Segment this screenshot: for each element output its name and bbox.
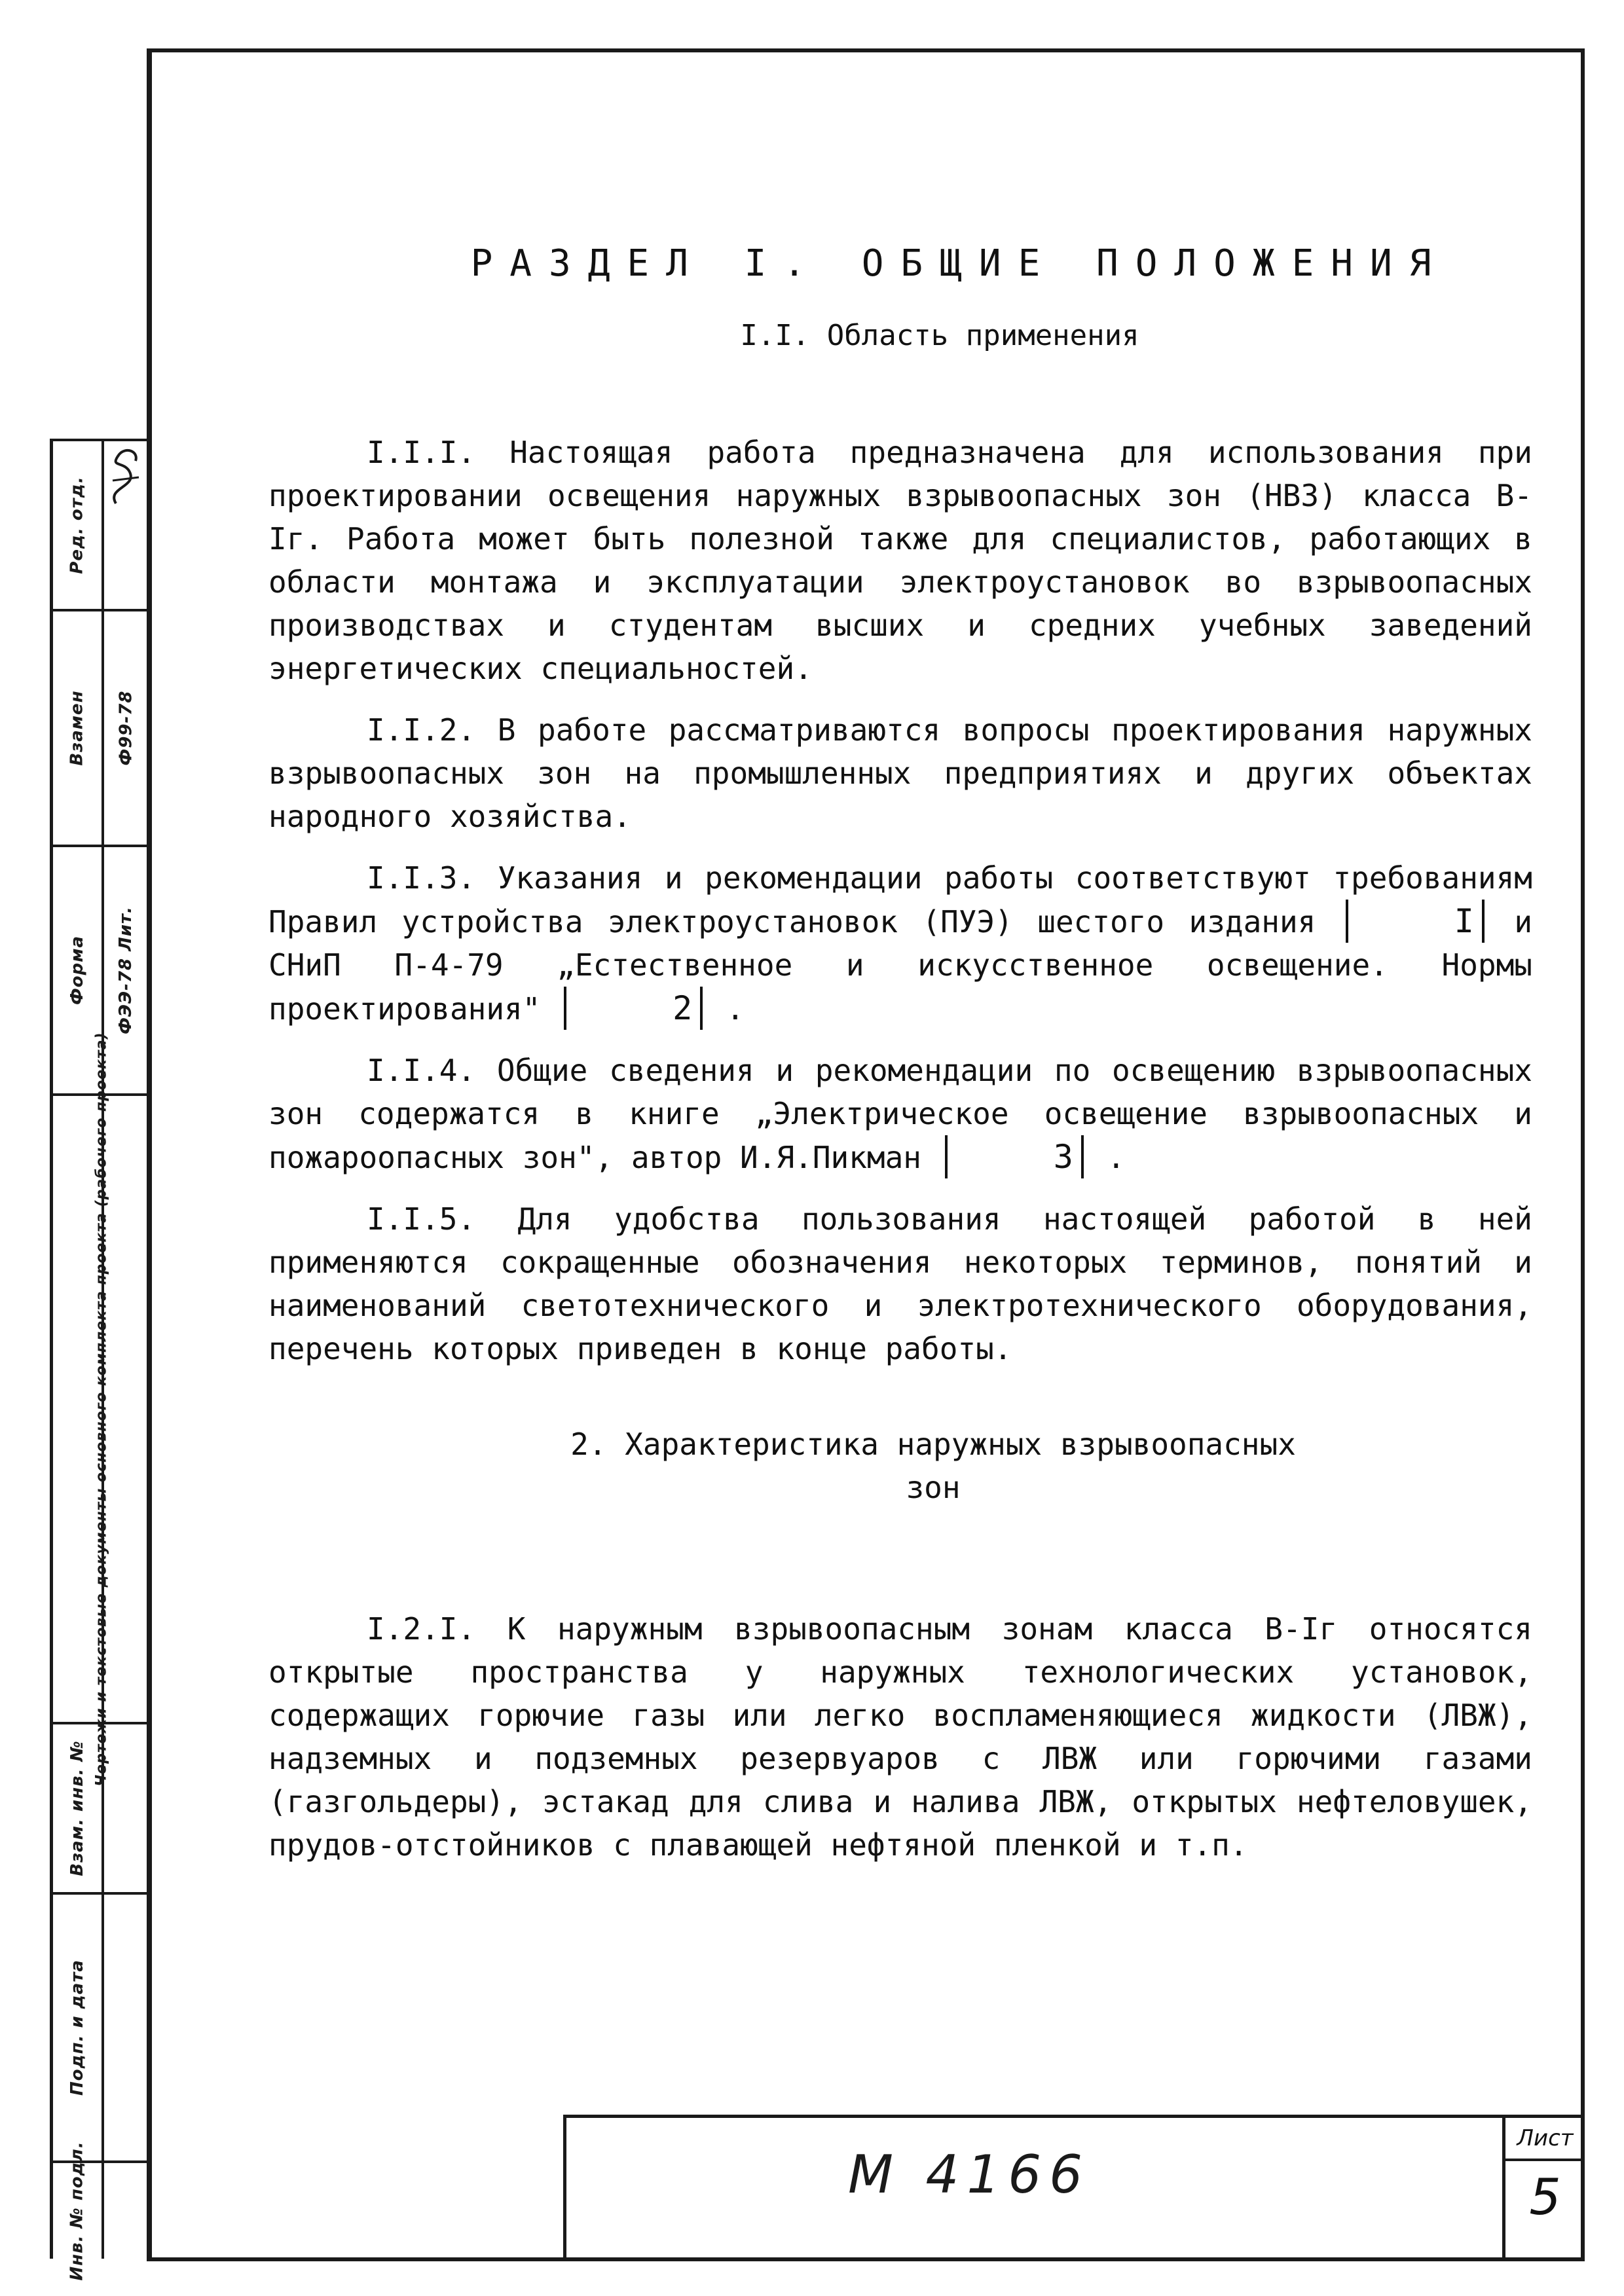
sheet-label: Лист: [1505, 2118, 1585, 2161]
reference-bracket: 2: [564, 987, 703, 1030]
margin-label: Взам. инв. №: [67, 1740, 87, 1876]
document-number: М 4166: [848, 2144, 1091, 2205]
margin-label: Инв. № подл.: [67, 2141, 87, 2281]
paragraph-text: I.I.4. Общие сведения и рекомендации по освещению взрывоопасных зон содержатся в книге „Электрическое освещение взрывоопасных и пожароопасных зон", автор И.Я.Пикман: [268, 1053, 1532, 1175]
margin-cell-form: [53, 845, 150, 1093]
margin-cell-signature-date: [53, 1892, 150, 2160]
heading-line: зон: [906, 1470, 961, 1505]
paragraph-1-1-3: [268, 856, 1532, 1030]
margin-label: Форма: [67, 935, 87, 1006]
signature-icon: [103, 441, 149, 513]
margin-stamp: [50, 439, 147, 2281]
title-block: [563, 2115, 1585, 2261]
margin-cell-documents: [53, 1031, 150, 1787]
heading-line: 2. Характеристика наружных взрывоопасных: [570, 1427, 1296, 1462]
margin-label: Чертежи и текстовые документы основного комплекта проекта (рабочего проекта): [93, 1031, 110, 1787]
margin-label: Ред. отд.: [67, 476, 87, 574]
reference-bracket: 3: [945, 1135, 1084, 1178]
margin-label: Подп. и дата: [67, 1959, 88, 2096]
margin-cell-editor: [53, 439, 150, 609]
margin-value: Ф99-78: [116, 690, 136, 766]
paragraph-text: .: [1107, 1140, 1126, 1175]
reference-bracket: I: [1346, 900, 1485, 943]
paragraph-1-1-4: [268, 1049, 1532, 1179]
sheet-box: [1502, 2118, 1585, 2261]
sheet-number: 5: [1529, 2168, 1561, 2226]
margin-value: ФЭЭ-78 Лит.: [116, 906, 136, 1034]
margin-cell-inv-number: [53, 2141, 150, 2281]
margin-label: Взамен: [67, 690, 88, 766]
paragraph-text: I.I.3. Указания и рекомендации работы соответствуют требованиям Правил устройства электроустановок (ПУЭ) шестого издания: [268, 860, 1532, 939]
section-heading-2: [334, 1423, 1532, 1509]
paragraph-1-1-2: I.I.2. В работе рассматриваются вопросы проектирования наружных взрывоопасных зон на промышленных предприятиях и других объектах народного хозяйства.: [268, 712, 1532, 834]
paragraph-1-1-5: I.I.5. Для удобства пользования настоящей работой в ней применяются сокращенные обозначения некоторых терминов, понятий и наименований светотехнического и электротехнического оборудования, перечень которых приведен в конце работы.: [268, 1201, 1532, 1366]
document-body: [268, 242, 1532, 1885]
subsection-title: I.I. Область применения: [740, 319, 1139, 352]
paragraph-1-2-1: I.2.I. К наружным взрывоопасным зонам класса В-Iг относятся открытые пространства у наружных технологических установок, содержащих горючие газы или легко воспламеняющиеся жидкости (ЛВЖ), надземных и подземных резервуаров с ЛВЖ или горючими газами (газгольдеры), эстакад для слива и налива ЛВЖ, открытых нефтеловушек, прудов-отстойников с плавающей нефтяной пленкой и т.п.: [268, 1611, 1532, 1863]
paragraph-1-1-1: I.I.I. Настоящая работа предназначена для использования при проектировании освещения наружных взрывоопасных зон (НВЗ) класса В-Iг. Работа может быть полезной также для специалистов, работающих в области монтажа и эксплуатации электроустановок во взрывоопасных производствах и студентам высших и средних учебных заведений энергетических специальностей.: [268, 435, 1532, 686]
section-title: РАЗДЕЛ I. ОБЩИЕ ПОЛОЖЕНИЯ: [470, 242, 1449, 285]
paragraph-text: и СНиП П-4-79 „Естественное и искусственное освещение. Нормы проектирования": [268, 904, 1533, 1027]
margin-cell-instead: [53, 609, 150, 845]
paragraph-text: .: [726, 991, 745, 1027]
